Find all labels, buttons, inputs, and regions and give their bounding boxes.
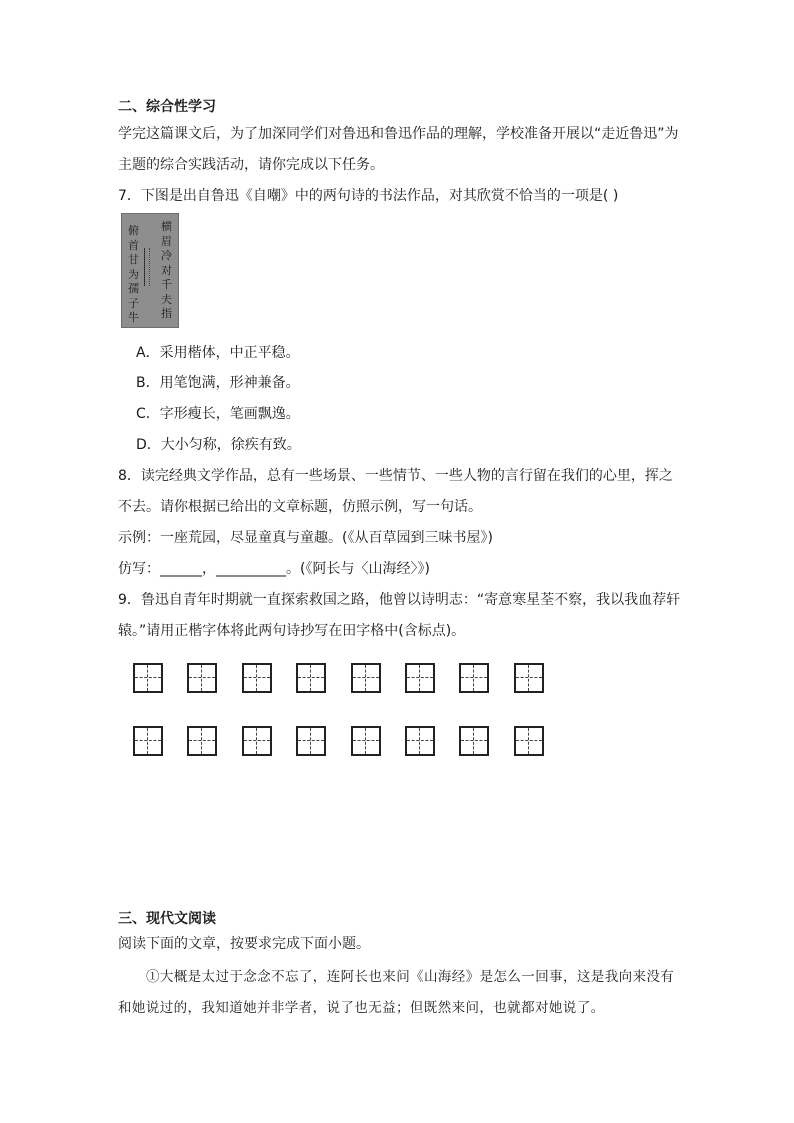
tianzige-cell[interactable] bbox=[242, 663, 272, 693]
grid-guide-vertical bbox=[147, 728, 148, 754]
calligraphy-image bbox=[121, 213, 179, 328]
passage-paragraph-line2: 和她说过的，我知道她并非学者，说了也无益；但既然来问，也就都对她说了。 bbox=[118, 1000, 605, 1016]
tianzige-cell[interactable] bbox=[242, 726, 272, 756]
q7-option-d[interactable]: D．大小匀称，徐疾有致。 bbox=[136, 437, 301, 453]
section2-heading: 二、综合性学习 bbox=[118, 99, 216, 115]
grid-guide-vertical bbox=[256, 728, 257, 754]
grid-guide-vertical bbox=[419, 665, 420, 691]
tianzige-cell[interactable] bbox=[133, 726, 163, 756]
tianzige-cell[interactable] bbox=[187, 663, 217, 693]
grid-guide-horizontal bbox=[407, 740, 433, 741]
tianzige-cell[interactable] bbox=[405, 663, 435, 693]
grid-guide-vertical bbox=[473, 728, 474, 754]
calligraphy-column-left: 俯首甘为孺子牛 bbox=[128, 224, 139, 324]
grid-guide-vertical bbox=[365, 665, 366, 691]
grid-guide-vertical bbox=[256, 665, 257, 691]
question-8-line2: 不去。请你根据已给出的文章标题，仿照示例，写一句话。 bbox=[118, 499, 482, 515]
grid-guide-vertical bbox=[473, 665, 474, 691]
grid-guide-horizontal bbox=[135, 740, 161, 741]
tianzige-cell[interactable] bbox=[133, 663, 163, 693]
q7-option-b[interactable]: B．用笔饱满，形神兼备。 bbox=[136, 375, 300, 391]
calligraphy-inscription-mark bbox=[144, 248, 150, 286]
grid-guide-horizontal bbox=[461, 740, 487, 741]
grid-guide-vertical bbox=[419, 728, 420, 754]
grid-guide-vertical bbox=[310, 665, 311, 691]
grid-guide-horizontal bbox=[135, 677, 161, 678]
grid-guide-horizontal bbox=[353, 677, 379, 678]
q7-option-a[interactable]: A．采用楷体，中正平稳。 bbox=[136, 345, 300, 361]
grid-guide-vertical bbox=[147, 665, 148, 691]
grid-guide-horizontal bbox=[189, 740, 215, 741]
section3-instruction: 阅读下面的文章，按要求完成下面小题。 bbox=[118, 936, 370, 952]
question-7-stem: 7．下图是出自鲁迅《自嘲》中的两句诗的书法作品，对其欣赏不恰当的一项是( ) bbox=[118, 188, 619, 204]
grid-guide-horizontal bbox=[516, 740, 542, 741]
tianzige-cell[interactable] bbox=[459, 726, 489, 756]
grid-guide-vertical bbox=[201, 665, 202, 691]
tianzige-cell[interactable] bbox=[187, 726, 217, 756]
grid-guide-vertical bbox=[310, 728, 311, 754]
tianzige-cell[interactable] bbox=[514, 663, 544, 693]
grid-guide-horizontal bbox=[298, 677, 324, 678]
grid-guide-horizontal bbox=[189, 677, 215, 678]
grid-guide-horizontal bbox=[244, 677, 270, 678]
question-9-line2: 辕。”请用正楷字体将此两句诗抄写在田字格中(含标点)。 bbox=[118, 623, 466, 639]
section2-intro-line1: 学完这篇课文后，为了加深同学们对鲁迅和鲁迅作品的理解，学校准备开展以“走近鲁迅”为 bbox=[118, 126, 679, 142]
calligraphy-column-right: 横眉冷对千夫指 bbox=[161, 220, 172, 320]
tianzige-cell[interactable] bbox=[351, 663, 381, 693]
tianzige-cell[interactable] bbox=[296, 726, 326, 756]
grid-guide-vertical bbox=[365, 728, 366, 754]
tianzige-cell[interactable] bbox=[405, 726, 435, 756]
tianzige-cell[interactable] bbox=[514, 726, 544, 756]
passage-paragraph-line1: ①大概是太过于念念不忘了，连阿长也来问《山海经》是怎么一回事，这是我向来没有 bbox=[146, 969, 675, 985]
grid-guide-horizontal bbox=[353, 740, 379, 741]
grid-guide-vertical bbox=[201, 728, 202, 754]
section3-heading: 三、现代文阅读 bbox=[118, 911, 216, 927]
grid-guide-horizontal bbox=[244, 740, 270, 741]
grid-guide-horizontal bbox=[298, 740, 324, 741]
grid-guide-horizontal bbox=[516, 677, 542, 678]
grid-guide-vertical bbox=[528, 728, 529, 754]
grid-guide-horizontal bbox=[407, 677, 433, 678]
grid-guide-horizontal bbox=[461, 677, 487, 678]
question-8-example: 示例：一座荒园，尽显童真与童趣。(《从百草园到三味书屋》) bbox=[118, 530, 493, 546]
question-9-line1: 9．鲁迅自青年时期就一直探索救国之路，他曾以诗明志：“寄意寒星荃不察，我以我血荐轩 bbox=[118, 592, 681, 608]
section2-intro-line2: 主题的综合实践活动，请你完成以下任务。 bbox=[118, 157, 384, 173]
question-8-imitate[interactable]: 仿写：______，__________。(《阿长与〈山海经〉》) bbox=[118, 561, 430, 577]
grid-guide-vertical bbox=[528, 665, 529, 691]
q7-option-c[interactable]: C．字形瘦长，笔画飘逸。 bbox=[136, 406, 300, 422]
tianzige-cell[interactable] bbox=[296, 663, 326, 693]
tianzige-cell[interactable] bbox=[351, 726, 381, 756]
question-8-line1: 8．读完经典文学作品，总有一些场景、一些情节、一些人物的言行留在我们的心里，挥之 bbox=[118, 468, 673, 484]
tianzige-cell[interactable] bbox=[459, 663, 489, 693]
